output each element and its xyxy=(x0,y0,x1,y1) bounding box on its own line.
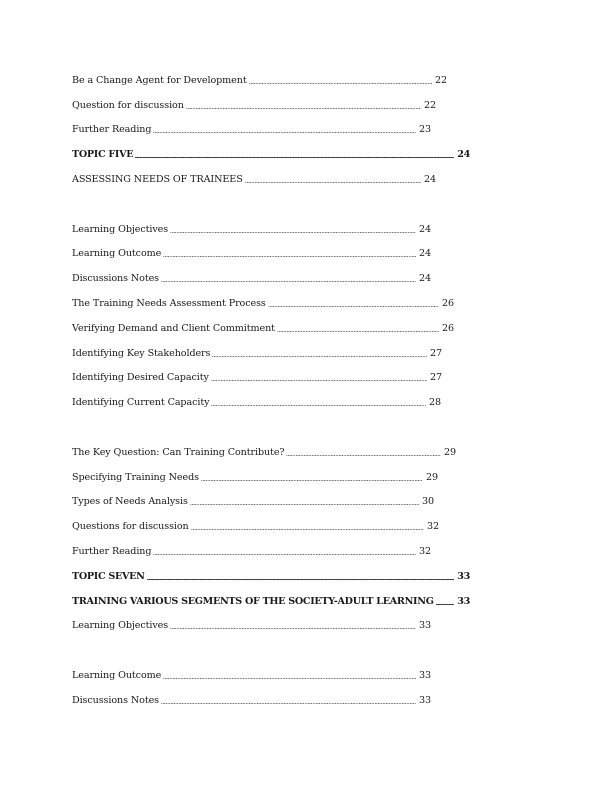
toc-entry-page: 33 xyxy=(457,595,470,607)
toc-entry[interactable] xyxy=(72,490,434,515)
toc-entry-title: Learning Objectives xyxy=(72,223,169,235)
toc-entry-page: 33 xyxy=(457,570,470,582)
dot-leader xyxy=(161,281,416,282)
toc-entry-page: 30 xyxy=(421,496,434,508)
toc-entry-title: Learning Outcome xyxy=(72,248,162,260)
toc-entry-page: 22 xyxy=(434,74,447,86)
dot-leader xyxy=(170,628,416,629)
toc-entry[interactable] xyxy=(72,341,442,366)
toc-entry-page: 32 xyxy=(418,546,431,558)
toc-entry[interactable] xyxy=(72,93,436,118)
toc-topic-heading[interactable] xyxy=(72,142,470,167)
toc-entry-title: Types of Needs Analysis xyxy=(72,496,188,508)
toc-entry-title: Questions for discussion xyxy=(72,521,189,533)
toc-entry-title: Further Reading xyxy=(72,124,152,136)
toc-entry-title: Question for discussion xyxy=(72,99,184,111)
toc-entry-title: The Training Needs Assessment Process xyxy=(72,298,266,310)
toc-entry-title: Be a Change Agent for Development xyxy=(72,74,247,86)
dot-leader xyxy=(268,306,439,307)
toc-entry[interactable] xyxy=(72,242,431,267)
toc-entry-page: 33 xyxy=(418,694,431,706)
toc-entry-page: 24 xyxy=(423,174,436,186)
toc-entry[interactable] xyxy=(72,316,454,341)
toc-entry-title: The Key Question: Can Training Contribute? xyxy=(72,446,285,458)
dot-leader xyxy=(170,232,416,233)
toc-entry-title: Learning Outcome xyxy=(72,670,162,682)
toc-entry-title: TOPIC SEVEN xyxy=(72,570,145,582)
toc-entry-page: 33 xyxy=(418,620,431,632)
dot-leader xyxy=(277,331,439,332)
toc-entry-page: 28 xyxy=(428,397,441,409)
toc-entry-title: Learning Objectives xyxy=(72,620,169,632)
toc-topic-heading[interactable] xyxy=(72,589,470,614)
toc-entry-page: 29 xyxy=(425,471,438,483)
toc-entry[interactable] xyxy=(72,118,431,143)
dot-leader xyxy=(286,455,441,456)
toc-entry-title: Discussions Notes xyxy=(72,694,160,706)
toc-entry-page: 23 xyxy=(418,124,431,136)
toc-entry-page: 26 xyxy=(441,298,454,310)
dot-leader xyxy=(211,405,426,406)
toc-entry-title: Identifying Current Capacity xyxy=(72,397,210,409)
toc-entry[interactable] xyxy=(72,291,454,316)
toc-entry[interactable] xyxy=(72,390,441,415)
toc-entry-page: 29 xyxy=(443,446,456,458)
dot-leader xyxy=(153,132,416,133)
toc-entry-page: 24 xyxy=(457,149,470,161)
toc-entry[interactable] xyxy=(72,465,438,490)
toc-entry-title: Identifying Desired Capacity xyxy=(72,372,209,384)
toc-entry-title: Verifying Demand and Client Commitment xyxy=(72,322,275,334)
dot-leader xyxy=(163,678,416,679)
table-of-contents xyxy=(72,68,482,713)
toc-entry[interactable] xyxy=(72,663,431,688)
toc-entry-title: Specifying Training Needs xyxy=(72,471,199,483)
toc-entry-page: 27 xyxy=(429,372,442,384)
toc-entry[interactable] xyxy=(72,440,456,465)
toc-entry-page: 33 xyxy=(418,670,431,682)
dot-leader xyxy=(211,380,427,381)
dot-leader xyxy=(147,579,455,580)
dot-leader xyxy=(163,256,416,257)
toc-entry[interactable] xyxy=(72,266,431,291)
dot-leader xyxy=(212,356,427,357)
toc-entry-title: Identifying Key Stakeholders xyxy=(72,347,211,359)
toc-entry-page: 27 xyxy=(429,347,442,359)
toc-entry-title: Discussions Notes xyxy=(72,273,160,285)
dot-leader xyxy=(436,604,455,605)
toc-entry[interactable] xyxy=(72,217,431,242)
dot-leader xyxy=(245,182,421,183)
toc-entry[interactable] xyxy=(72,167,436,192)
toc-entry[interactable] xyxy=(72,688,431,713)
toc-entry-page: 32 xyxy=(426,521,439,533)
toc-entry-title: Further Reading xyxy=(72,546,152,558)
toc-entry-page: 24 xyxy=(418,223,431,235)
dot-leader xyxy=(190,504,419,505)
dot-leader xyxy=(249,83,432,84)
toc-entry[interactable] xyxy=(72,366,442,391)
toc-entry-title: ASSESSING NEEDS OF TRAINEES xyxy=(72,174,243,186)
toc-entry[interactable] xyxy=(72,514,439,539)
toc-entry-page: 22 xyxy=(423,99,436,111)
dot-leader xyxy=(186,108,421,109)
toc-entry-title: TOPIC FIVE xyxy=(72,149,134,161)
toc-entry[interactable] xyxy=(72,614,431,639)
dot-leader xyxy=(201,480,423,481)
toc-entry[interactable] xyxy=(72,539,431,564)
dot-leader xyxy=(191,529,424,530)
toc-entry-page: 24 xyxy=(418,248,431,260)
toc-topic-heading[interactable] xyxy=(72,564,470,589)
dot-leader xyxy=(135,157,454,158)
toc-entry[interactable] xyxy=(72,68,447,93)
dot-leader xyxy=(161,703,416,704)
toc-entry-page: 24 xyxy=(418,273,431,285)
dot-leader xyxy=(153,554,416,555)
toc-entry-title: TRAINING VARIOUS SEGMENTS OF THE SOCIETY-ADULT LEARNING xyxy=(72,595,434,607)
toc-entry-page: 26 xyxy=(441,322,454,334)
